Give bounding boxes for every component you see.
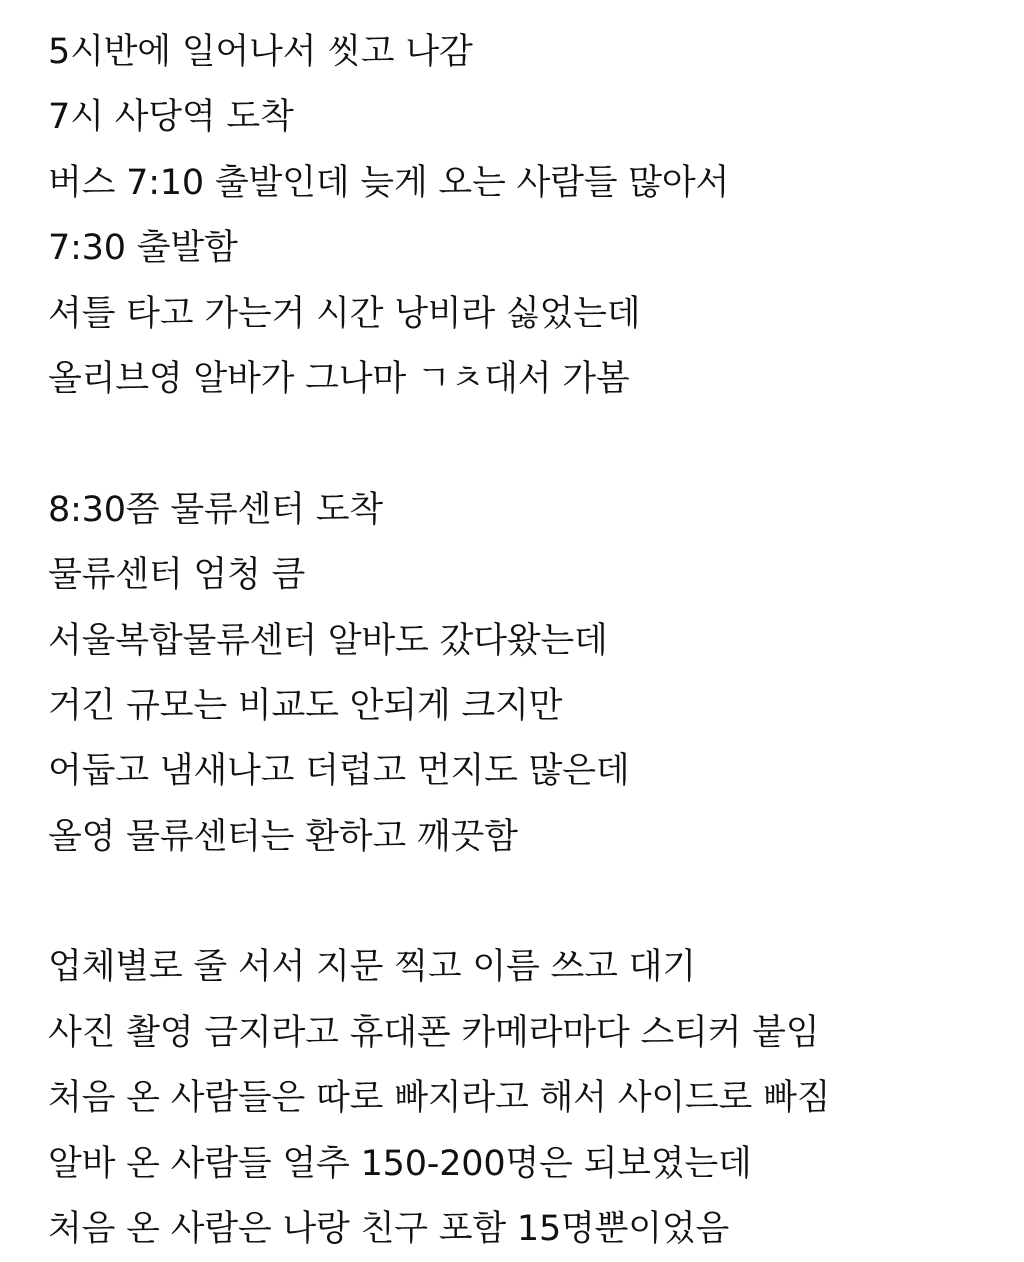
text-line: 거긴 규모는 비교도 안되게 크지만 [48, 685, 563, 726]
text-line: 셔틀 타고 가는거 시간 낭비라 싫었는데 [48, 293, 641, 334]
text-line: 올리브영 알바가 그나마 ㄱㅊ대서 가봄 [48, 358, 630, 399]
paragraph-spacer [48, 870, 1008, 935]
text-line: 7시 사당역 도착 [48, 97, 294, 138]
paragraph-logistics-center [48, 478, 1008, 870]
text-line: 올영 물류센터는 환하고 깨끗함 [48, 816, 518, 857]
text-line: 알바 온 사람들 얼추 150-200명은 되보였는데 [48, 1143, 752, 1184]
text-line: 업체별로 줄 서서 지문 찍고 이름 쓰고 대기 [48, 947, 696, 988]
text-line: 버스 7:10 출발인데 늦게 오는 사람들 많아서 [48, 162, 730, 203]
text-line: 사진 촬영 금지라고 휴대폰 카메라마다 스티커 붙임 [48, 1012, 820, 1053]
text-line: 8:30쯤 물류센터 도착 [48, 489, 383, 530]
text-line: 5시반에 일어나서 씻고 나감 [48, 32, 473, 72]
text-line: 서울복합물류센터 알바도 갔다왔는데 [48, 620, 608, 661]
text-line: 7:30 출발함 [48, 228, 238, 269]
text-line: 어둡고 냄새나고 더럽고 먼지도 많은데 [48, 751, 630, 792]
post-body [48, 20, 1008, 1262]
text-line: 처음 온 사람들은 따로 빠지라고 해서 사이드로 빠짐 [48, 1078, 831, 1119]
text-line: 물류센터 엄청 큼 [48, 555, 306, 596]
paragraph-check-in [48, 935, 1008, 1262]
paragraph-spacer [48, 412, 1008, 477]
text-line: 처음 온 사람은 나랑 친구 포함 15명뿐이었음 [48, 1209, 730, 1250]
paragraph-morning-commute [48, 20, 1008, 412]
